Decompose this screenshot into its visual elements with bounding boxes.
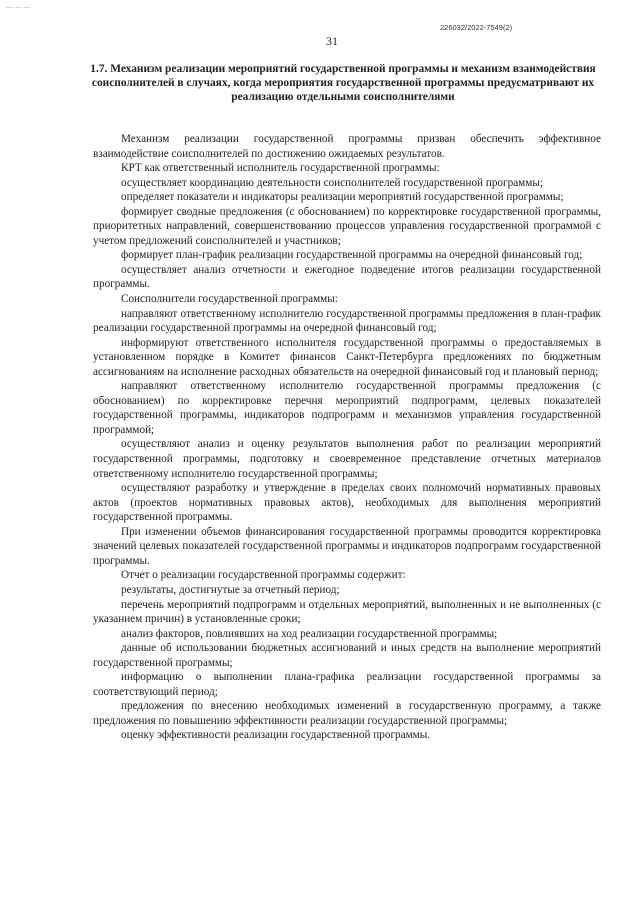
paragraph: результаты, достигнутые за отчетный период; (121, 583, 340, 596)
paragraph: направляют ответственному исполнителю государственной программы предложения (с обоснованием) по корректировке перечня мероприятий подпрограмм, целевых показателей государственной программы, индикаторов подпрограмм и механизмов управления государственной программой; (93, 380, 601, 436)
corner-mark: — — — (6, 3, 31, 11)
paragraph: предложения по внесению необходимых изменений в государственную программу, а также предложения по повышению эффективности реализации государственной программы; (93, 700, 601, 727)
document-number: 226032/2022-7549(2) (440, 23, 513, 32)
paragraph: Отчет о реализации государственной программы содержит: (121, 569, 406, 582)
paragraph: осуществляет координацию деятельности соисполнителей государственной программы; (121, 176, 543, 189)
paragraph: данные об использовании бюджетных ассигнований и иных средств на выполнение мероприятий государственной программы; (93, 642, 601, 669)
paragraph: определяет показатели и индикаторы реализации мероприятий государственной программы; (121, 191, 564, 204)
paragraph: анализ факторов, повлиявших на ход реализации государственной программы; (121, 627, 498, 640)
document-body (93, 132, 601, 743)
paragraph: информируют ответственного исполнителя государственной программы о предоставляемых в установленном порядке в Комитет финансов Санкт-Петербурга предложениях по бюджетным ассигнованиям на исполнение расходных обязательств на очередной финансовый год и плановый период; (93, 336, 601, 378)
paragraph: формирует план-график реализации государственной программы на очередной финансовый год; (121, 249, 583, 262)
page-number: 31 (326, 34, 338, 48)
paragraph: осуществляет анализ отчетности и ежегодное подведение итогов реализации государственной программы. (93, 263, 601, 291)
paragraph: Механизм реализации государственной программы призван обеспечить эффективное взаимодействие соисполнителей по достижению ожидаемых результатов. (93, 133, 601, 160)
paragraph: перечень мероприятий подпрограмм и отдельных мероприятий, выполненных и не выполненных (с указанием причин) в установленные сроки; (93, 598, 601, 626)
paragraph: осуществляют анализ и оценку результатов выполнения работ по реализации мероприятий государственной программы, подготовку и своевременное представление отчетных материалов ответственному исполнителю государственной программы; (93, 438, 601, 480)
paragraph: Соисполнители государственной программы: (121, 293, 338, 306)
paragraph: КРТ как ответственный исполнитель государственной программы: (121, 162, 440, 175)
paragraph: оценку эффективности реализации государственной программы. (121, 729, 431, 742)
paragraph: При изменении объемов финансирования государственной программы проводится корректировка значений целевых показателей государственной программы и индикаторов подпрограмм государственной программы. (93, 525, 601, 567)
paragraph: информацию о выполнении плана-графика реализации государственной программы за соответствующий период; (93, 671, 601, 698)
paragraph: осуществляют разработку и утверждение в пределах своих полномочий нормативных правовых актов (проектов нормативных правовых актов), необходимых для выполнения мероприятий государственной программы. (93, 482, 601, 524)
paragraph: направляют ответственному исполнителю государственной программы предложения в план-график реализации государственной программы на очередной финансовый год; (93, 307, 601, 335)
paragraph: формирует сводные предложения (с обоснованием) по корректировке государственной программы, приоритетных направлений, совершенствованию процессов управления государственной программой с учетом предложений соисполнителей и участников; (93, 205, 601, 247)
section-title: 1.7. Механизм реализации мероприятий государственной программы и механизм взаимодействия соисполнителей в случаях, когда мероприятия государственной программы предусматривают их реализацию отдельными соисполнителями (90, 63, 596, 103)
